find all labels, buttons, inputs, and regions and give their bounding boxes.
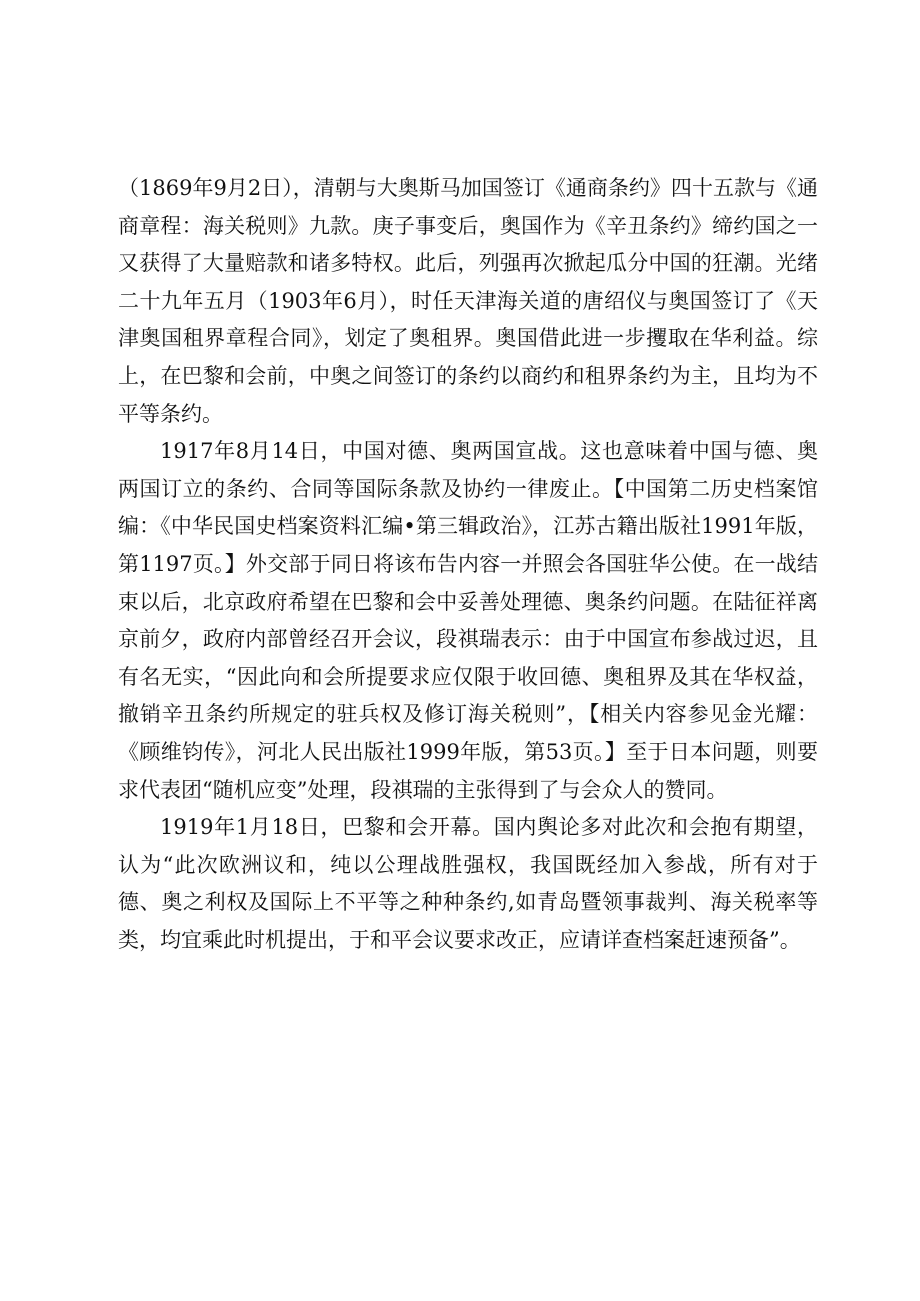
paragraph-1919-paris-conference: 1919年1月18日，巴黎和会开幕。国内舆论多对此次和会抱有期望，认为“此次欧洲议和，纯以公理战胜强权，我国既经加入参战，所有对于德、奥之利权及国际上不平等之种种条约,如青岛暨领事裁判、海关税率等类，均宜乘此时机提出，于和平会议要求改正，应请详查档案赶速预备”。 [118, 815, 818, 952]
document-body [118, 170, 818, 959]
paragraph-1917-war-declaration: 1917年8月14日，中国对德、奥两国宣战。这也意味着中国与德、奥两国订立的条约、合同等国际条款及协约一律废止。【中国第二历史档案馆编：《中华民国史档案资料汇编•第三辑政治》，江苏古籍出版社1991年版，第1197页。】外交部于同日将该布告内容一并照会各国驻华公使。在一战结束以后，北京政府希望在巴黎和会中妥善处理德、奥条约问题。在陆征祥离京前夕，政府内部曾经召开会议，段祺瑞表示：由于中国宣布参战过迟，且有名无实，“因此向和会所提要求应仅限于收回德、奥租界及其在华权益，撤销辛丑条约所规定的驻兵权及修订海关税则”，【相关内容参见金光耀：《顾维钧传》，河北人民出版社1999年版，第53页。】至于日本问题，则要求代表团“随机应变”处理，段祺瑞的主张得到了与会众人的赞同。 [118, 439, 818, 802]
paragraph-treaties-before-paris: （1869年9月2日），清朝与大奥斯马加国签订《通商条约》四十五款与《通商章程：海关税则》九款。庚子事变后，奥国作为《辛丑条约》缔约国之一又获得了大量赔款和诸多特权。此后，列强再次掀起瓜分中国的狂潮。光绪二十九年五月（1903年6月），时任天津海关道的唐绍仪与奥国签订了《天津奥国租界章程合同》，划定了奥租界。奥国借此进一步攫取在华利益。综上，在巴黎和会前，中奥之间签订的条约以商约和租界条约为主，且均为不平等条约。 [118, 176, 818, 426]
